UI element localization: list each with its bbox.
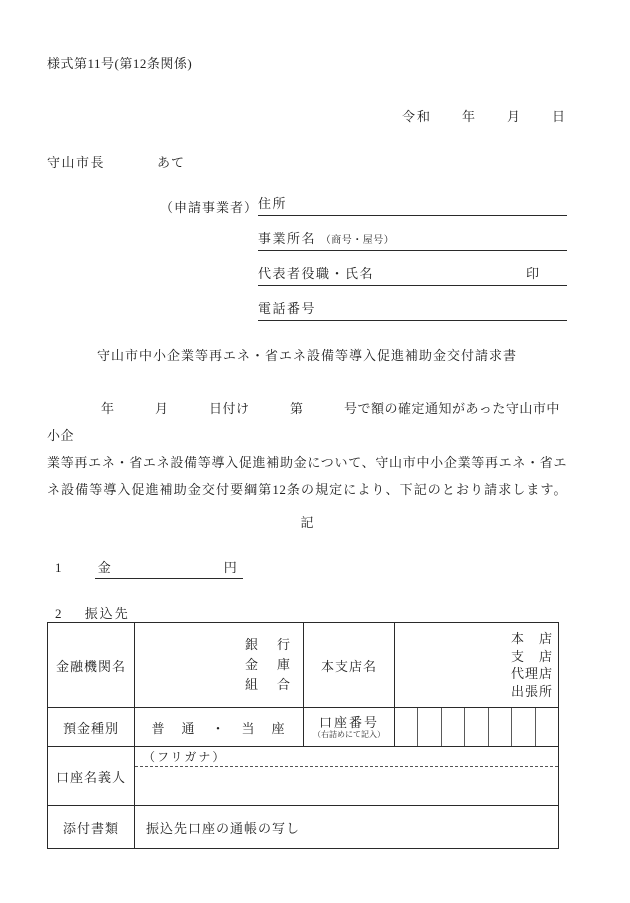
deposit-type-entry[interactable] bbox=[134, 708, 303, 746]
furigana-entry[interactable]: （フリガナ） bbox=[135, 747, 558, 767]
branch-name-label-cell bbox=[303, 623, 394, 707]
address-label: 住所 bbox=[258, 196, 288, 211]
business-name-sublabel: （商号・屋号） bbox=[320, 235, 395, 246]
applicant-label: （申請事業者） bbox=[160, 200, 259, 215]
address-field[interactable] bbox=[258, 193, 567, 216]
business-name-field[interactable] bbox=[258, 228, 567, 251]
amount-unit-label: 円 bbox=[223, 560, 237, 575]
date-line[interactable]: 令和 年 月 日 bbox=[401, 109, 567, 124]
seal-mark: 印 bbox=[525, 266, 539, 281]
phone-label: 電話番号 bbox=[258, 301, 317, 316]
account-digit-cell[interactable] bbox=[417, 708, 440, 746]
applicant-business-row bbox=[47, 216, 567, 251]
account-number-label: 口座番号 bbox=[318, 714, 379, 730]
deposit-type-options[interactable]: 普 通 ・ 当 座 bbox=[151, 720, 287, 736]
account-digit-cell[interactable] bbox=[535, 708, 558, 746]
financial-institution-entry[interactable] bbox=[134, 623, 303, 707]
transfer-item bbox=[47, 607, 567, 621]
financial-institution-label: 金融機関名 bbox=[55, 658, 126, 674]
branch-type-head-office[interactable]: 本 店 bbox=[510, 631, 553, 646]
attachment-row bbox=[48, 805, 558, 848]
branch-type-suboffice[interactable]: 出張所 bbox=[510, 683, 553, 699]
amount-item-number: 1 bbox=[55, 560, 62, 575]
branch-name-label: 本支店名 bbox=[320, 658, 377, 674]
attachment-value: 振込先口座の通帳の写し bbox=[146, 820, 301, 836]
representative-label: 代表者役職・氏名 bbox=[258, 266, 375, 281]
attachment-value-cell bbox=[134, 806, 558, 848]
account-holder-label: 口座名義人 bbox=[55, 769, 126, 785]
bank-type-union[interactable]: 組 合 bbox=[244, 677, 293, 692]
account-digit-cell[interactable] bbox=[464, 708, 487, 746]
bank-type-shinkin[interactable]: 金 庫 bbox=[244, 657, 293, 672]
account-digit-cell[interactable] bbox=[488, 708, 511, 746]
transfer-table bbox=[47, 622, 559, 849]
transfer-item-number: 2 bbox=[55, 606, 62, 621]
document-title: 守山市中小企業等再エネ・省エネ設備等導入促進補助金交付請求書 bbox=[96, 348, 517, 363]
bank-type-options bbox=[135, 623, 303, 707]
bank-type-bank[interactable]: 銀 行 bbox=[244, 637, 293, 652]
applicant-representative-row bbox=[47, 251, 567, 286]
applicant-phone-row bbox=[47, 286, 567, 321]
amount-item bbox=[47, 559, 567, 579]
phone-field[interactable] bbox=[258, 298, 567, 321]
account-digit-cell[interactable] bbox=[511, 708, 534, 746]
applicant-block bbox=[47, 181, 567, 321]
body-paragraph bbox=[47, 395, 567, 503]
branch-type-branch[interactable]: 支 店 bbox=[510, 648, 553, 664]
body-line-2: 業等再エネ・省エネ設備等導入促進補助金について、守山市中小企業等再エネ・省エ bbox=[47, 455, 567, 470]
holder-name-entry[interactable] bbox=[135, 767, 558, 804]
amount-currency-label: 金 bbox=[97, 560, 111, 575]
attachment-label: 添付書類 bbox=[62, 820, 119, 836]
account-number-label-cell bbox=[303, 708, 394, 746]
account-holder-entry bbox=[134, 747, 558, 805]
branch-type-agency[interactable]: 代理店 bbox=[510, 666, 553, 681]
account-digit-cell[interactable] bbox=[441, 708, 464, 746]
transfer-item-label: 振込先 bbox=[84, 606, 130, 621]
record-mark: 記 bbox=[300, 515, 314, 530]
body-line-3: ネ設備等導入促進補助金交付要綱第12条の規定により、下記のとおり請求します。 bbox=[47, 482, 567, 497]
deposit-type-label: 預金種別 bbox=[62, 720, 119, 736]
account-digit-cell[interactable] bbox=[395, 708, 417, 746]
body-line-1: 年 月 日付け 第 号で額の確定通知があった守山市中小企 bbox=[47, 401, 560, 443]
account-number-note: （右詰めにて記入） bbox=[313, 729, 385, 739]
form-number: 様式第11号(第12条関係) bbox=[47, 56, 193, 71]
addressee-name: 守山市長 bbox=[47, 155, 106, 170]
applicant-address-row bbox=[47, 181, 567, 216]
financial-institution-row bbox=[48, 623, 558, 707]
branch-type-options bbox=[395, 623, 558, 707]
branch-name-entry[interactable] bbox=[394, 623, 558, 707]
addressee-line bbox=[47, 155, 567, 171]
account-holder-row bbox=[48, 746, 558, 805]
account-number-cells bbox=[394, 708, 558, 746]
representative-field[interactable] bbox=[258, 263, 567, 286]
addressee-suffix: あて bbox=[157, 155, 186, 170]
business-name-label: 事業所名 bbox=[258, 231, 317, 246]
amount-field[interactable] bbox=[95, 559, 243, 579]
deposit-type-row bbox=[48, 707, 558, 746]
